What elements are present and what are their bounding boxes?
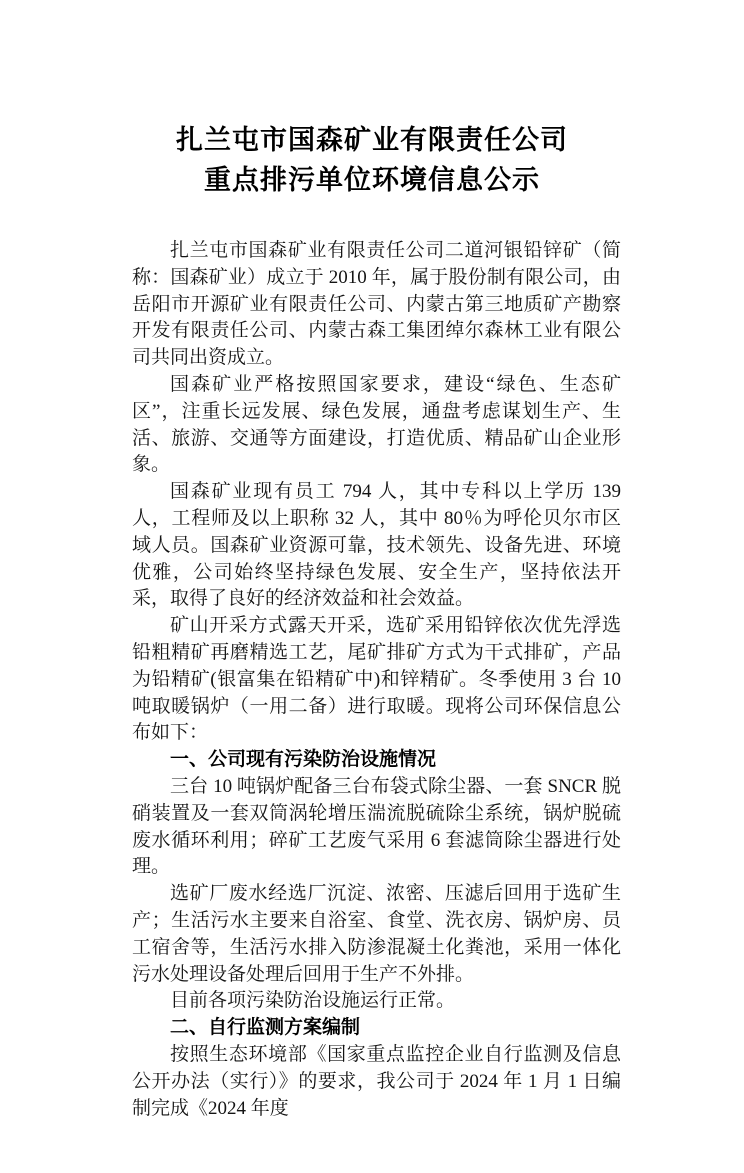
document-title-line1: 扎兰屯市国森矿业有限责任公司 [176,125,568,155]
section-heading-1: 一、公司现有污染防治设施情况 [170,749,437,771]
paragraph-mining-method: 矿山开采方式露天开采，选矿采用铅锌依次优先浮选铅粗精矿再磨精选工艺，尾矿排矿方式为干式排矿，产品为铅精矿(银富集在铅精矿中)和锌精矿。冬季使用 3 台 10 吨取暖锅炉（一用二备）进行取暖。现将公司环保信息公布如下： [132,615,621,744]
paragraph-green-mine: 国森矿业严格按照国家要求，建设“绿色、生态矿区”，注重长远发展、绿色发展，通盘考虑谋划生产、生活、旅游、交通等方面建设，打造优质、精品矿山企业形象。 [132,373,621,476]
paragraph-boiler-facilities: 三台 10 吨锅炉配备三台布袋式除尘器、一套 SNCR 脱硝装置及一套双筒涡轮增压湍流脱硫除尘系统，锅炉脱硫废水循环利用；碎矿工艺废气采用 6 套滤筒除尘器进行处理。 [132,775,621,878]
paragraph-facilities-status: 目前各项污染防治设施运行正常。 [170,990,456,1012]
paragraph-company-intro: 扎兰屯市国森矿业有限责任公司二道河银铅锌矿（简称：国森矿业）成立于 2010 年，属于股份制有限公司，由岳阳市开源矿业有限责任公司、内蒙古第三地质矿产勘察开发有限责任公司、内蒙古森工集团绰尔森林工业有限公司共同出资成立。 [132,240,621,369]
document-title [0,120,744,200]
paragraph-staff-stats: 国森矿业现有员工 794 人，其中专科以上学历 139 人，工程师及以上职称 32 人，其中 80％为呼伦贝尔市区域人员。国森矿业资源可靠，技术领先、设备先进、环境优雅，公司始终坚持绿色发展、安全生产，坚持依法开采，取得了良好的经济效益和社会效益。 [132,481,621,610]
paragraph-wastewater: 选矿厂废水经选厂沉淀、浓密、压滤后回用于选矿生产；生活污水主要来自浴室、食堂、洗衣房、锅炉房、员工宿舍等，生活污水排入防渗混凝土化粪池，采用一体化污水处理设备处理后回用于生产不外排。 [132,883,621,985]
document-body [132,238,621,1122]
section-heading-2: 二、自行监测方案编制 [170,1017,361,1039]
paragraph-monitoring-plan: 按照生态环境部《国家重点监控企业自行监测及信息公开办法（实行）》的要求，我公司于 2024 年 1 月 1 日编制完成《2024 年度 [132,1043,621,1119]
document-page [0,120,744,1173]
document-title-line2: 重点排污单位环境信息公示 [204,165,540,195]
